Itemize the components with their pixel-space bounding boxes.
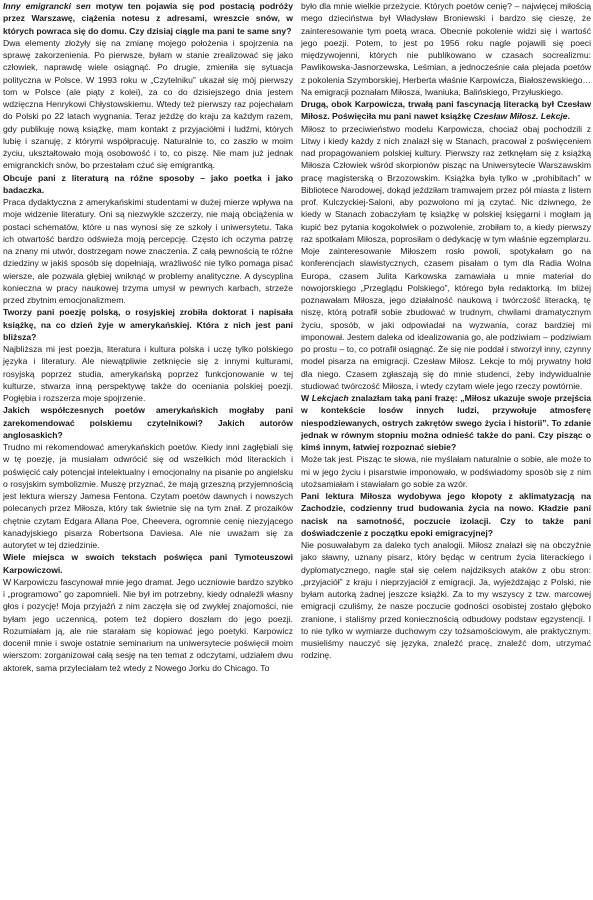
- book-title: Czesław Miłosz. Lekcje: [473, 111, 568, 122]
- answer-8: Nie posuwałabym za daleko tych analogii. Miłosz znalazł się na obczyźnie jako sławny, uznany pisarz, który będąc w centrum życia literackiego i dyplomatycznego, nagle stał się celem najdziksych ataków z obu stron: „przyjaciół” z kraju i nieprzyjaciół z emigracji. Ja, wyjeżdżając z Polski, nie byłam autorką żadnej jeszcze książki. Za to my wszyscy z tzw. marcowej emigracji czuliśmy, że nasze poczucie godności osobistej zostało głęboko zranione, i staliśmy przed koniecznością odbudowy podstaw egzystencji. I to nie tylko w wymiarze duchowym czy tożsamościowym, ale praktycznym: musieliśmy nauczyć się języka, znaleźć pracę, znaleźć dom, utrzymać rodzinę.: [301, 540, 591, 661]
- question-6-end: .: [567, 111, 570, 122]
- question-6: [301, 98, 591, 123]
- question-6-text: Drugą, obok Karpowicza, trwałą pani fascynacją literacką był Czesław Miłosz. Poświęciła mu pani nawet książkę: [301, 99, 591, 122]
- question-1: motyw ten pojawia się pod postacią podróży przez Warszawę, ciążenia notesu z adresami, wreszcie snów, w których powraca się do domu. Czy dzisiaj ciągle ma pani te same sny?: [3, 1, 293, 36]
- question-7-text: znalazłam taką pani frazę: „Miłosz ukazuje swoje przejścia w kontekście losów innych ludzi, przywołuje atmosferę niespodziewanych, ostrych zakrętów swego życia i historii”. To zdanie jednak w równym stopniu można odnieść także do pani. Czy pisząc o kimś innym, łatwiej rozpoznać siebie?: [301, 393, 592, 452]
- question-5: Wiele miejsca w swoich tekstach poświęca pani Tymoteuszowi Karpowiczowi.: [3, 552, 293, 575]
- question-3: Tworzy pani poezję polską, o rosyjskiej zrobiła doktorat i napisała książkę, na co dzień żyje w amerykańskiej. Która z nich jest pani bliższa?: [3, 307, 293, 342]
- answer-4: Trudno mi rekomendować amerykańskich poetów. Kiedy inni zagłębiali się w tę poezję, ja musiałam odwrócić się od wszelkich mód literackich i poświęcić cały potencjał intelektualny i emocjonalny na pisanie po angielsku o rosyjskim symbolizmie. Muszę przyznać, że mają grzeszną przyjemnością jest lektura wierszy Jamesa Fentona. Czytam poetów dawnych i nowszych polecanych przez Miłosza, który tak świetnie się na tym znał. Z prozaików chętnie czytam Edgara Allana Poe, Cheevera, ogromnie cenię niezyjącego kanadyjskiego pisarza Robertsona Daviesa. Ale nie uważam się za autorytet w tej dziedzinie.: [3, 442, 293, 550]
- question-8: Pani lektura Miłosza wydobywa jego kłopoty z aklimatyzacją na Zachodzie, codzienny trud budowania życia na nowo. Kładzie pani nacisk na samotność, poczucie izolacji. Czy to także pani doświadczenie z początku epoki emigracyjnej?: [301, 491, 591, 538]
- question-4: Jakich współczesnych poetów amerykańskich mogłaby pani zarekomendować polskiemu czytelnikowi? Jakich autorów anglosaskich?: [3, 405, 293, 440]
- lekcje-title: Lekcjach: [311, 393, 349, 403]
- answer-6: Miłosz to przeciwieństwo modelu Karpowicza, chociaż obaj pochodzili z Litwy i kiedy każdy z nich znalazł się w Stanach, pracował z poświęceniem nad propagowaniem polskiej kultury. Pierwszy raz zetknęłam się z książką Miłosza Człowiek wśród skorpionów pisząc na Uniwersytecie Warszawskim pracę magisterską o Brzozowskim. Książka była tylko w „prohibitach” w Bibliotece Narodowej, dokąd jeździłam tramwajem przez pół miasta z listem prof. Kulczyckiej-Saloni, aby pozwolono mi ją czytać. Nic dziwnego, że kiedy w Stanach zobaczyłam tę książkę w polskiej księgarni i mogłam ją kupić bez pytania kogokolwiek o pozwolenie, zrobiłam to, a kiedy pierwszy raz spotkałam Miłosza, poprosiłam o dedykację w tym właśnie egzemplarzu. Moje zainteresowanie Miłoszem rosło powoli, spotykałam go na konferencjach slawistycznych, czasem pisałam o tym dla Radia Wolna Europa, czasem Julita Karkowska zamawiała u mnie materiał do nowojorskiego „Przeglądu Polskiego”, którego była redaktorką. Im bliżej poznawałam Miłosza, jego działalność naukową i twórczość literacką, tę niszę, którą potrafił sobie zbudować w trudnym, chwilami dramatycznym życiu, sposób, w jaki odpowiadał na wyzwania, coraz bardziej mi imponował. Jestem daleka od idealizowania go, ale podziwiam – podziwiam po prostu – to, co potrafił osiągnąć. Że się nie poddał i stworzył inny, czynny model pisarza na emigracji. Czesław Miłosz. Lekcje to mój prywatny hołd dla niego. Czasem zgłaszają się do mnie studenci, żeby indywidualnie studiować twórczość Miłosza, i wtedy czytam wiele jego rzeczy powtórnie.: [301, 123, 591, 391]
- question-7-lead: W: [301, 393, 312, 403]
- lead-in-title: Inny emigrancki sen: [3, 1, 91, 11]
- question-7: [301, 392, 591, 453]
- answer-2: Praca dydaktyczna z amerykańskimi studentami w dużej mierze wpływa na moje widzenie literatury. Oni są niezwykle szczerzy, nie mają obciążenia w postaci schematów, które u nas wynosi się ze szkoły i uniwersytetu. Taka ich otwartość bardzo odświeża moją percepcję. Często ich oczyma patrzę na znany mi utwór, dostrzegam nowe znaczenia. Z całą pewnością te różne dziedziny w jakiś sposób się dopełniają, wrażliwość nie tylko pomaga pisać wiersze, ale pozwala głębiej wniknąć w problemy analityczne. A dyscyplina konieczna w pracy naukowej trzyma umysł w pewnych karbach, strzeże przed zbytnim emocjonalizmem.: [3, 197, 293, 305]
- question-2: Obcuje pani z literaturą na różne sposoby – jako poetka i jako badaczka.: [3, 172, 293, 195]
- answer-3: Najbliższa mi jest poezja, literatura i kultura polska i uczę tylko polskiego języka i literatury. Ale niewątpliwie zetknięcie się z innymi kulturami, rosyjską poprzez studia, amerykańską poprzez funkcjonowanie w tej kulturze, stwarza inną perspektywę także do oceniania polskiej poezji. Pogłębia i rozszerza moje spojrzenie.: [3, 344, 293, 403]
- left-column: [3, 0, 293, 674]
- intro-paragraph: [3, 0, 293, 37]
- right-column: [301, 0, 591, 662]
- answer-5: W Karpowiczu fascynował mnie jego dramat. Jego uczniowie bardzo szybko i „programowo” go zapomnieli. Nie był im potrzebny, kiedy odnaleźli własny głos i pozycję! Moja przyjaźń z nim zaczęła się od zwykłej znajomości, nie byłam jego uczennicą, potem też dopiero doszłam do jego poezji. Rozumiałam ją, ale nie starałam się kopiować jego poetyki. Karpowicz docenił mnie i swoje ostatnie seminarium na uniwersytecie poświęcił moim wierszom: zorganizował całą sesję na ten temat z odczytami, udziałem dwu aktorek, sama przyleciałam też wtedy z Nowego Jorku do Chicago. To: [3, 576, 293, 673]
- answer-7: Może tak jest. Pisząc te słowa, nie myślałam naturalnie o sobie, ale może to mi w jego życiu i pisarstwie imponowało, w podświadomy sposób się z nim utożsamiałam i stawiałam go sobie za wzór.: [301, 454, 591, 489]
- answer-1: Dwa elementy złożyły się na zmianę mojego położenia i spojrzenia na sprawę zakorzenienia. Po pierwsze, byłam w stanie zrealizować się jako człowiek, naprawdę wiele osiągnąć. Po drugie, zmieniła się sytuacja polityczna w Polsce. W 1993 roku w „Czytelniku” ukazał się mój pierwszy tom w Polsce (ale piąty z kolei), za co do dzisiejszego dnia jestem wdzięczna Henrykowi Chłystowskiemu. Wtedy też pierwszy raz pojechałam do Polski po 22 latach wygnania. Teraz jeżdżę do kraju za każdym razem, gdy publikuję nową książkę, mam kontakt z przyjaciółmi i ludźmi, których lubię i szanuję, z którymi współpracuję. Naturalnie to, co zaszło w moim życiu, ukształtowało moją osobowość i to, co piszę. Nie mam już jednak emigranckich snów, bo przestałam czuć się emigrantką.: [3, 37, 293, 171]
- answer-5-continued: było dla mnie wielkie przeżycie. Których poetów cenię? – najwięcej miłością mego dzieciństwa był Władysław Broniewski i bardzo się cieszę, że zainteresowanie tym poetą wraca. Obecnie pokolenie widzi się i wartość jego poezji. Potem, to jest po 1956 roku nagle pojawili się poeci międzywojenni, których nie publikowano w czasach socrealizmu: Pawlikowska-Jasnorzewska, Leśmian, a jednocześnie cała plejada poetów z pokolenia Szymborskiej, Herberta właśnie Karpowicza, Białoszewskiego… Na emigracji poznałam Miłosza, Iwaniuka, Balińskiego, Przyłuskiego.: [301, 1, 591, 97]
